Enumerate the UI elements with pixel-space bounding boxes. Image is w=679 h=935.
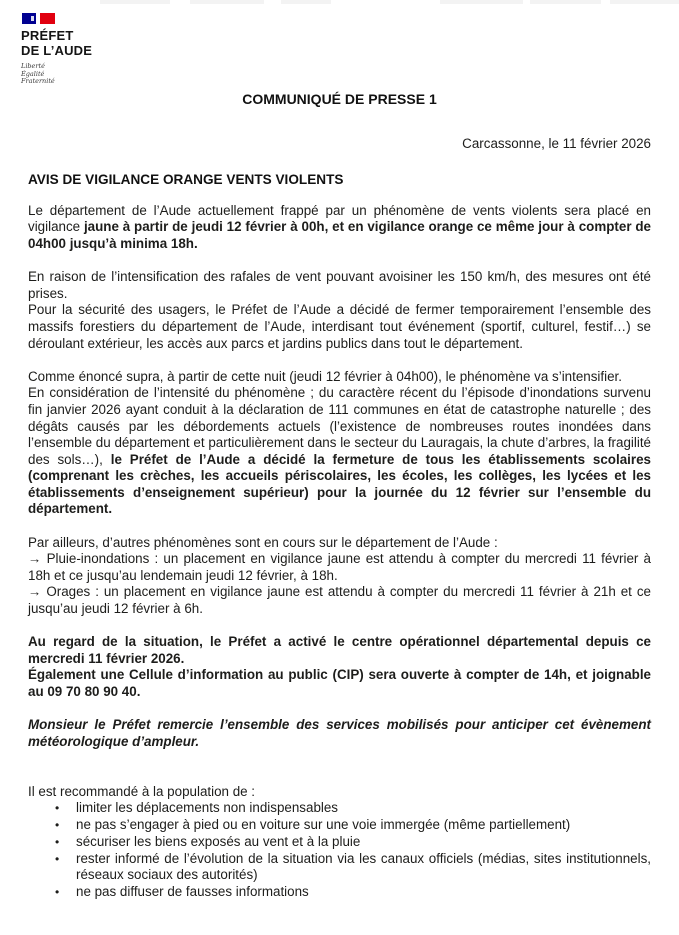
document-blocks (28, 203, 651, 901)
recommendation-item: • limiter les déplacements non indispensables (55, 800, 651, 817)
logo-title-line1: PRÉFET (21, 28, 74, 43)
paragraph (28, 634, 651, 667)
motto-egalite: Égalité (21, 69, 45, 78)
text-run: le Préfet de l’Aude a décidé la fermeture de tous les établissements scolaires (comprenant les crèches, les accueils périscolaires, les écoles, les collèges, les lycées et les établissements d’enseignement supérieur) pour la journée du 12 février sur l’ensemble du département. (28, 451, 651, 517)
prefecture-logo (0, 0, 679, 86)
text-run: Il est recommandé à la population de : (28, 783, 256, 799)
paragraph (28, 269, 651, 302)
spacer (28, 253, 651, 270)
recommendation-item: • rester informé de l’évolution de la situation via les canaux officiels (médias, sites institutionnels, réseaux sociaux des autorités) (55, 851, 651, 885)
text-run: Par ailleurs, d’autres phénomènes sont en cours sur le département de l’Aude : (28, 534, 498, 550)
flag-blue-block (22, 13, 36, 24)
paragraph (28, 535, 651, 552)
text-run: En considération de l’intensité du phénomène ; du caractère récent du l’épisode d’inondations survenu fin janvier 2026 ayant conduit à la déclaration de 111 communes en état de catastrophe naturelle ; des dégâts causés par les débordements actuels (l’existence de nombreuses routes inondées dans l’ensemble du département et particulièrement dans le secteur du Lauragais, la chute d’arbres, la fragilité des sols…), (28, 385, 651, 467)
motto-liberte: Liberté (21, 62, 45, 70)
spacer (28, 518, 651, 535)
press-release-title: COMMUNIQUÉ DE PRESSE 1 (242, 90, 437, 107)
press-release-heading: AVIS DE VIGILANCE ORANGE VENTS VIOLENTS (28, 171, 344, 187)
text-run: Le département de l’Aude actuellement frappé par un phénomène de vents violents sera placé en vigilance (28, 202, 651, 235)
spacer (28, 352, 651, 369)
recommendation-item: • ne pas diffuser de fausses informations (55, 884, 651, 901)
motto-fraternite: Fraternité (21, 77, 55, 86)
recommendations-list (28, 800, 651, 901)
paragraph (28, 203, 651, 253)
paragraph (28, 551, 651, 584)
paragraph (28, 584, 651, 617)
french-flag-icon (22, 13, 679, 24)
paragraph (28, 385, 651, 518)
logo-motto (21, 63, 679, 86)
scan-artifact (610, 0, 679, 4)
text-run: Également une Cellule d’information au public (CIP) sera ouverte à compter de 14h, et joignable au 09 70 80 90 40. (28, 667, 651, 699)
paragraph (28, 369, 651, 386)
spacer (28, 701, 651, 718)
text-run: Monsieur le Préfet remercie l’ensemble des services mobilisés pour anticiper cet évènement météorologique d’ampleur. (28, 717, 651, 749)
logo-title-line2: DE L’AUDE (21, 42, 93, 58)
paragraph (28, 302, 651, 352)
text-run: Pour la sécurité des usagers, le Préfet de l’Aude a décidé de fermer temporairement l’ensemble des massifs forestiers du département de l’Aude, interdisant tout événement (sportif, culturel, festif…) se déroulant extérieur, les accès aux parcs et jardins publics dans tout le département. (28, 302, 651, 351)
text-run: → Pluie-inondations : un placement en vigilance jaune est attendu à compter du mercredi 11 février à 18h et ce jusqu’au lendemain jeudi 12 février, à 18h. (28, 551, 651, 583)
scan-artifact (530, 0, 601, 4)
spacer (28, 767, 651, 784)
text-run: Au regard de la situation, le Préfet a activé le centre opérationnel départemental depuis ce mercredi 11 février 2026. (28, 634, 651, 666)
paragraph (28, 667, 651, 700)
spacer (28, 750, 651, 767)
recommendation-item: • ne pas s’engager à pied ou en voiture sur une voie immergée (même partiellement) (55, 817, 651, 834)
text-run: Comme énoncé supra, à partir de cette nuit (jeudi 12 février à 04h00), le phénomène va s’intensifier. (28, 368, 622, 384)
scan-artifact (281, 0, 331, 4)
scan-artifact (190, 0, 264, 4)
scan-artifact (100, 0, 170, 4)
text-run: → Orages : un placement en vigilance jaune est attendu à compter du mercredi 11 février à 21h et ce jusqu’au jeudi 12 février à 6h. (28, 584, 651, 617)
spacer (28, 618, 651, 635)
paragraph (28, 717, 651, 750)
text-run: jaune à partir de jeudi 12 février à 00h, et en vigilance orange ce même jour à compter de 04h00 jusqu’à minima 18h. (28, 219, 651, 251)
flag-red-block (40, 13, 55, 24)
dateline: Carcassonne, le 11 février 2026 (462, 135, 651, 151)
recommendation-item: • sécuriser les biens exposés au vent et à la pluie (55, 834, 651, 851)
scan-artifact (440, 0, 523, 4)
paragraph (28, 784, 651, 801)
text-run: En raison de l’intensification des rafales de vent pouvant avoisiner les 150 km/h, des mesures ont été prises. (28, 269, 651, 301)
